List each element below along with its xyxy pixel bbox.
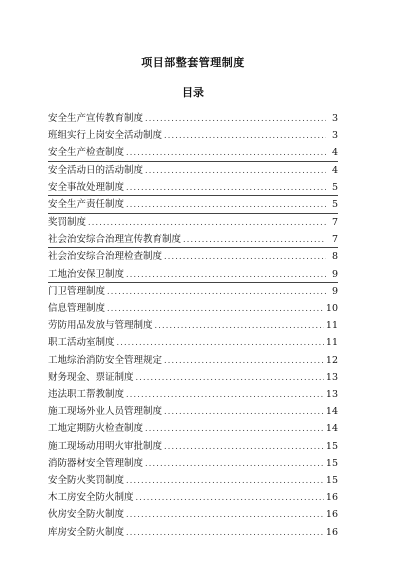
toc-dot-leader	[164, 248, 326, 265]
toc-entry-title: 安全防火奖罚制度	[48, 474, 125, 486]
toc-entry-title: 劳防用品发放与管理制度	[48, 320, 153, 332]
toc-entry-page-number: 8	[331, 251, 338, 263]
toc-dot-leader	[164, 403, 324, 420]
toc-dot-leader	[107, 283, 326, 300]
toc-entry[interactable]	[48, 455, 338, 472]
toc-entry-page-number: 4	[331, 147, 338, 159]
toc-entry[interactable]	[48, 317, 338, 334]
toc-dot-leader	[164, 438, 324, 455]
toc-dot-leader	[126, 386, 324, 403]
toc-entry[interactable]	[48, 127, 338, 144]
toc-entry-page-number: 15	[325, 457, 338, 469]
toc-entry[interactable]	[48, 438, 338, 455]
toc-dot-leader	[117, 334, 324, 351]
toc-entry[interactable]	[48, 300, 338, 317]
toc-entry-page-number: 4	[331, 164, 338, 176]
page-title: 项目部整套管理制度	[141, 56, 245, 69]
toc-entry[interactable]	[48, 248, 338, 265]
toc-entry-title: 安全生产检查制度	[48, 147, 125, 159]
toc-entry[interactable]	[48, 283, 338, 300]
toc-entry-page-number: 14	[325, 406, 338, 418]
toc-entry-page-number: 15	[325, 440, 338, 452]
toc-entry-title: 工地综治消防安全管理规定	[48, 354, 163, 366]
toc-entry[interactable]	[48, 369, 338, 386]
toc-dot-leader	[145, 455, 324, 472]
toc-entry-page-number: 13	[325, 371, 338, 383]
toc-entry-title: 消防器材安全管理制度	[48, 457, 144, 469]
toc-entry-title: 工地治安保卫制度	[48, 268, 125, 280]
toc-dot-leader	[126, 266, 326, 283]
toc-entry[interactable]	[48, 334, 338, 351]
toc-entry-page-number: 5	[331, 181, 338, 193]
toc-dot-leader	[126, 179, 326, 196]
toc-entry-title: 班组实行上岗安全活动制度	[48, 130, 163, 142]
toc-entry[interactable]	[48, 420, 338, 437]
toc-entry[interactable]	[48, 386, 338, 403]
toc-entry-title: 安全活动日的活动制度	[48, 164, 144, 176]
toc-entry[interactable]	[48, 110, 338, 127]
toc-dot-leader	[126, 506, 324, 523]
toc-dot-leader	[145, 110, 326, 127]
toc-dot-leader	[126, 524, 324, 541]
toc-entry-title: 工地定期防火检查制度	[48, 423, 144, 435]
table-of-contents	[48, 110, 338, 541]
toc-entry-page-number: 16	[325, 492, 338, 504]
toc-dot-leader	[145, 162, 326, 179]
toc-dot-leader	[126, 144, 326, 161]
toc-entry-title: 财务现金、票证制度	[48, 371, 134, 383]
toc-entry-page-number: 11	[325, 320, 338, 332]
toc-entry-title: 木工房安全防火制度	[48, 492, 134, 504]
toc-entry[interactable]	[48, 144, 338, 161]
toc-entry-title: 社会治安综合治理检查制度	[48, 251, 163, 263]
toc-dot-leader	[164, 352, 324, 369]
toc-entry-page-number: 7	[331, 233, 338, 245]
toc-dot-leader	[155, 317, 324, 334]
toc-entry[interactable]	[48, 162, 338, 179]
toc-entry-page-number: 5	[331, 199, 338, 211]
toc-entry-page-number: 13	[325, 389, 338, 401]
toc-entry-page-number: 7	[331, 216, 338, 228]
toc-entry[interactable]	[48, 231, 338, 248]
toc-entry-page-number: 3	[331, 113, 338, 124]
toc-entry[interactable]	[48, 472, 338, 489]
toc-entry-page-number: 15	[325, 474, 338, 486]
toc-entry-page-number: 12	[325, 354, 338, 366]
toc-entry-title: 信息管理制度	[48, 303, 106, 315]
toc-dot-leader	[107, 300, 324, 317]
toc-entry[interactable]	[48, 506, 338, 523]
toc-entry[interactable]	[48, 403, 338, 420]
toc-entry-title: 安全生产责任制度	[48, 199, 125, 211]
toc-entry-page-number: 9	[331, 285, 338, 297]
toc-entry-page-number: 10	[325, 303, 338, 315]
toc-dot-leader	[126, 196, 326, 213]
toc-entry-title: 安全生产宣传教育制度	[48, 113, 144, 124]
toc-entry-title: 安全事故处理制度	[48, 181, 125, 193]
toc-dot-leader	[164, 127, 326, 144]
toc-entry[interactable]	[48, 352, 338, 369]
toc-entry-title: 社会治安综合治理宣传教育制度	[48, 233, 182, 245]
toc-entry[interactable]	[48, 196, 338, 213]
toc-entry-title: 施工现场外业人员管理制度	[48, 406, 163, 418]
toc-dot-leader	[136, 489, 324, 506]
toc-entry-page-number: 11	[325, 337, 338, 349]
toc-dot-leader	[183, 231, 326, 248]
toc-entry-page-number: 9	[331, 268, 338, 280]
toc-dot-leader	[88, 214, 326, 231]
toc-entry[interactable]	[48, 266, 338, 283]
toc-entry-title: 职工活动室制度	[48, 337, 115, 349]
toc-entry-title: 违法职工帮教制度	[48, 389, 125, 401]
toc-entry-title: 奖罚制度	[48, 216, 87, 228]
toc-entry-page-number: 3	[331, 130, 338, 142]
toc-entry-title: 伙房安全防火制度	[48, 509, 125, 521]
toc-entry-title: 门卫管理制度	[48, 285, 106, 297]
toc-dot-leader	[136, 369, 324, 386]
toc-entry[interactable]	[48, 179, 338, 196]
toc-entry[interactable]	[48, 214, 338, 231]
toc-entry-page-number: 16	[325, 509, 338, 521]
toc-dot-leader	[126, 472, 324, 489]
toc-entry[interactable]	[48, 524, 338, 541]
toc-heading: 目录	[182, 86, 204, 99]
toc-entry[interactable]	[48, 489, 338, 506]
toc-dot-leader	[145, 420, 324, 437]
toc-entry-title: 库房安全防火制度	[48, 526, 125, 538]
toc-entry-page-number: 16	[325, 526, 338, 538]
toc-entry-title: 施工现场动用明火审批制度	[48, 440, 163, 452]
toc-entry-page-number: 14	[325, 423, 338, 435]
